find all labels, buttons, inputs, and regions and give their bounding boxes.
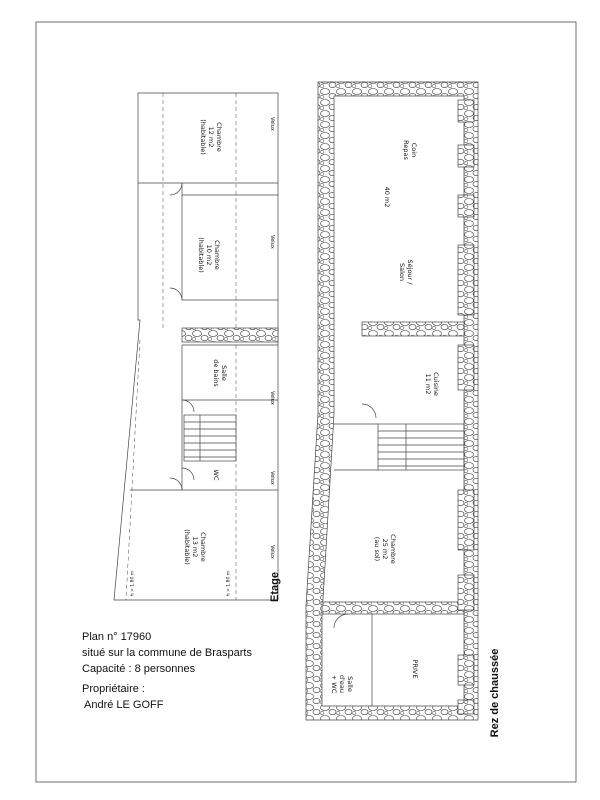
room-note: (habitable) (183, 529, 191, 565)
room-name: Chambre (213, 240, 221, 270)
room-name: Chambre (199, 532, 207, 562)
velux-label: Velux (269, 545, 275, 559)
room-name: Chambre (389, 534, 397, 564)
upper-stone-wall (182, 328, 278, 342)
room-name: Coin (410, 142, 418, 158)
room-area: 10 m2 (205, 244, 213, 266)
velux-label: Velux (269, 391, 275, 405)
room-name: WC (212, 469, 220, 481)
room-name-2: de bains (212, 359, 220, 387)
room-name-2: Salon (398, 262, 406, 281)
ground-floor-plan (306, 82, 478, 720)
velux-label: Velux (269, 117, 275, 131)
velux-label: Velux (269, 235, 275, 249)
plan-number: Plan n° 17960 (82, 631, 152, 643)
room-name: Chambre (215, 122, 223, 152)
room-label-prive (409, 649, 419, 689)
owner-label: Propriétaire : (82, 683, 145, 695)
room-name: Séjour / (406, 259, 414, 285)
room-label-chambre-12 (193, 107, 223, 167)
plan-location: situé sur la commune de Brasparts (82, 647, 252, 659)
height-mark: h = 1.80 m (130, 570, 136, 597)
room-area: 40 m2 (383, 186, 391, 208)
room-note: (habitable) (197, 237, 205, 273)
room-label-cuisine (420, 364, 440, 404)
room-label-chambre-13 (177, 517, 207, 577)
room-name-2: d'eau (338, 674, 346, 693)
room-name: Cuisine (432, 372, 440, 396)
ground-floor-interior (322, 322, 464, 706)
room-area: 25 m2 (381, 538, 389, 560)
room-label-sejour (394, 250, 414, 294)
room-label-chambre-10 (191, 225, 221, 285)
plan-capacity: Capacité : 8 personnes (82, 663, 196, 675)
height-mark: h = 1.80 m (226, 570, 232, 597)
room-name: Salle (346, 676, 354, 692)
floor-label-ground: Rez de chaussée (489, 648, 501, 738)
room-note: (habitable) (199, 119, 207, 155)
velux-label: Velux (269, 471, 275, 485)
room-name: Salle (220, 365, 228, 381)
room-area: 11 m2 (424, 373, 432, 395)
room-note: (au sol) (373, 536, 381, 562)
room-area: 12 m2 (207, 126, 215, 148)
room-name-2: Repas (402, 140, 410, 160)
room-label-wc (210, 463, 220, 487)
owner-name: André LE GOFF (84, 699, 164, 711)
floor-label-upper: Etage (269, 572, 281, 602)
room-label-chambre-25 (369, 524, 397, 574)
room-name-3: + WC (330, 674, 338, 694)
room-area: 13 m2 (191, 536, 199, 558)
room-label-coin-repas (398, 130, 418, 170)
room-label-salle-eau (326, 666, 354, 702)
room-label-salle-de-bains (206, 348, 228, 398)
room-name: PRIVE (411, 659, 419, 679)
room-label-sejour-area (381, 179, 391, 215)
